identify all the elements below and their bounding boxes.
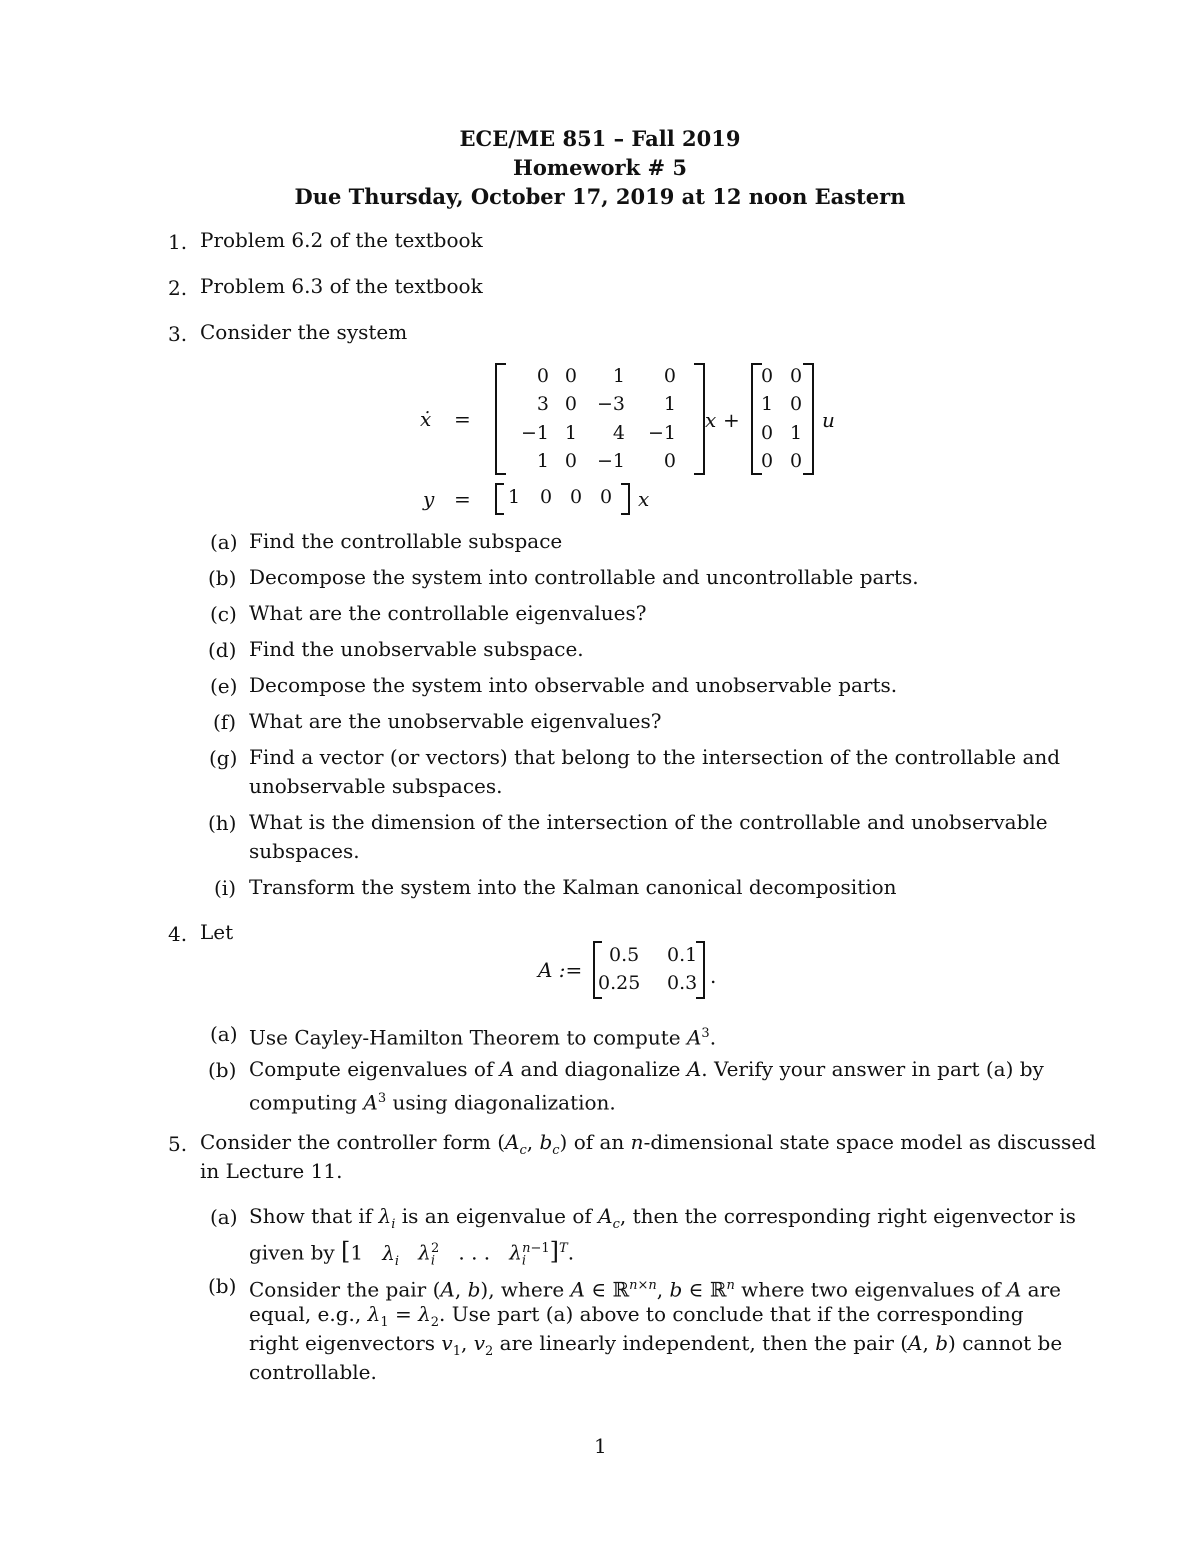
matrix-a-brackets	[496, 364, 497, 365]
matrix-cell: 0	[564, 450, 577, 472]
matrix-cell: 0	[760, 450, 774, 472]
matrix-cell: 0.1	[667, 944, 698, 966]
part-text: equal, e.g., $\lambda_1 = \lambda_2$. Use part (a) above to conclude that if the corresponding	[249, 1302, 1024, 1330]
matrix-cell: 0	[789, 393, 803, 415]
part-text: Decompose the system into observable and unobservable parts.	[249, 673, 898, 697]
part-text: What are the unobservable eigenvalues?	[249, 709, 662, 733]
matrix-cell: 0.3	[667, 972, 698, 994]
part-label: (d)	[208, 638, 237, 662]
part-label: (a)	[210, 1022, 238, 1046]
part-label: (e)	[210, 674, 238, 698]
part-label: (b)	[208, 566, 237, 590]
course-title: ECE/ME 851 – Fall 2019	[459, 126, 741, 151]
matrix-cell: −1	[520, 422, 549, 444]
problem-number: 1.	[168, 230, 188, 254]
matrix-cell: 0	[564, 365, 577, 387]
problem-number: 2.	[168, 276, 188, 300]
part-text: Use Cayley-Hamilton Theorem to compute $A^3$.	[249, 1025, 717, 1050]
matrix-cell: 0.5	[609, 944, 640, 966]
homework-title: Homework # 5	[513, 155, 687, 180]
xdot-symbol: ẋ	[420, 407, 432, 431]
matrix-cell: 3	[536, 393, 549, 415]
part-text: subspaces.	[249, 839, 360, 863]
page-number: 1	[594, 1434, 607, 1458]
problem-text: Problem 6.2 of the textbook	[200, 228, 483, 252]
problem-text: Let	[200, 920, 234, 944]
part-label: (f)	[213, 710, 237, 734]
matrix-cell: 0.25	[598, 972, 641, 994]
problem-number: 4.	[168, 922, 188, 946]
matrix-cell: −1	[647, 422, 676, 444]
matrix-c-brackets	[496, 484, 497, 485]
part-text: Find the controllable subspace	[249, 529, 563, 553]
matrix-cell: 0	[663, 450, 676, 472]
part-text: given by [1 $\lambda_i$ $\lambda_i^2$ . . . $\lambda_i^{n-1}]^T$.	[249, 1237, 575, 1269]
matrix-cell: 0	[760, 365, 774, 387]
matrix-cell: −1	[596, 450, 625, 472]
matrix-cell: 0	[536, 365, 549, 387]
input-u: u	[822, 408, 835, 432]
part-label: (b)	[208, 1058, 237, 1082]
matrix-cell: 1	[612, 365, 625, 387]
state-x: x	[638, 487, 650, 511]
part-text: unobservable subspaces.	[249, 774, 503, 798]
matrix-cell: 0	[789, 365, 803, 387]
part-label: (h)	[208, 811, 237, 835]
problem-number: 3.	[168, 322, 188, 346]
part-text: Transform the system into the Kalman canonical decomposition	[249, 875, 897, 899]
matrix-cell: 0	[789, 450, 803, 472]
problem-number: 5.	[168, 1132, 188, 1156]
part-text: Decompose the system into controllable and uncontrollable parts.	[249, 565, 919, 589]
part-text: Consider the pair (A, b), where A ∈ ℝ$^{n\times n}$, b ∈ ℝ$^n$ where two eigenvalues of A are	[249, 1277, 1061, 1302]
part-label: (i)	[214, 876, 237, 900]
part-text: Compute eigenvalues of A and diagonalize A. Verify your answer in part (a) by	[249, 1057, 1044, 1081]
matrix-cell: 0	[760, 422, 774, 444]
matrix-cell: 0	[539, 486, 553, 508]
part-text: Find a vector (or vectors) that belong to the intersection of the controllable and	[249, 745, 1061, 769]
plus-sign: +	[723, 408, 740, 432]
part-label: (b)	[208, 1274, 237, 1298]
problem-text: Problem 6.3 of the textbook	[200, 274, 483, 298]
matrix-cell: 0	[599, 486, 613, 508]
output-y: y	[423, 487, 435, 511]
period: .	[710, 964, 717, 988]
matrix-cell: 4	[612, 422, 625, 444]
part-label: (g)	[209, 746, 238, 770]
problem-text: Consider the system	[200, 320, 408, 344]
matrix-cell: 0	[663, 365, 676, 387]
part-text: controllable.	[249, 1360, 377, 1384]
problem-text: Consider the controller form ($A_c$, $b_c$) of an n-dimensional state space model as discussed	[200, 1130, 1096, 1158]
part-label: (a)	[210, 530, 238, 554]
matrix-cell: 0	[569, 486, 583, 508]
matrix-a-lhs: A :=	[538, 958, 583, 982]
part-label: (c)	[210, 602, 237, 626]
equals-sign: =	[454, 407, 471, 431]
part-text: Show that if $\lambda_i$ is an eigenvalue of $A_c$, then the corresponding right eigenvector is	[249, 1204, 1076, 1232]
part-text: right eigenvectors $v_1$, $v_2$ are linearly independent, then the pair (A, b) cannot be	[249, 1331, 1063, 1359]
matrix-cell: 1	[507, 486, 521, 508]
part-text: computing $A^3$ using diagonalization.	[249, 1090, 616, 1115]
state-x: x	[705, 408, 717, 432]
matrix-cell: 1	[760, 393, 774, 415]
part-text: What are the controllable eigenvalues?	[249, 601, 647, 625]
equals-sign: =	[454, 487, 471, 511]
matrix-cell: 1	[536, 450, 549, 472]
problem-text: in Lecture 11.	[200, 1159, 343, 1183]
matrix-cell: 1	[663, 393, 676, 415]
matrix-cell: 0	[564, 393, 577, 415]
due-date: Due Thursday, October 17, 2019 at 12 noon Eastern	[294, 184, 906, 209]
part-text: What is the dimension of the intersection of the controllable and unobservable	[249, 810, 1048, 834]
matrix-b-brackets	[752, 364, 753, 365]
matrix-a2-brackets	[594, 942, 595, 943]
part-text: Find the unobservable subspace.	[249, 637, 584, 661]
matrix-cell: 1	[564, 422, 577, 444]
matrix-cell: 1	[789, 422, 803, 444]
part-label: (a)	[210, 1205, 238, 1229]
matrix-cell: −3	[596, 393, 625, 415]
